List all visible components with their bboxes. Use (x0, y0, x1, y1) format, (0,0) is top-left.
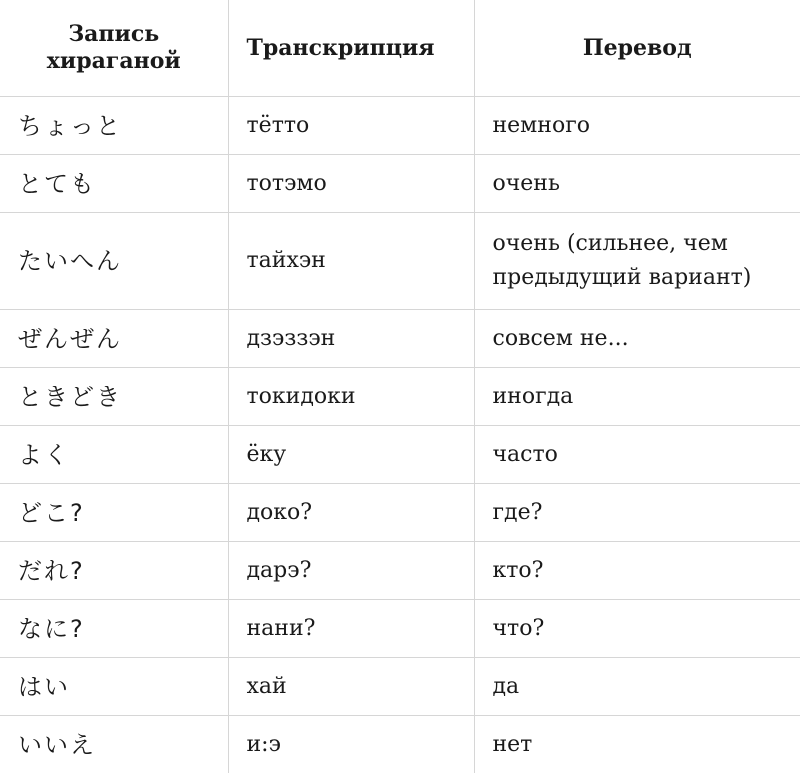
cell-transcription: дарэ? (228, 542, 474, 600)
cell-transcription: доко? (228, 484, 474, 542)
table-row (0, 155, 800, 213)
cell-transcription: хай (228, 658, 474, 716)
table-row (0, 600, 800, 658)
cell-transcription: тотэмо (228, 155, 474, 213)
cell-translation: что? (474, 600, 800, 658)
cell-transcription: нани? (228, 600, 474, 658)
cell-hiragana: ときどき (0, 368, 228, 426)
cell-hiragana: ぜんぜん (0, 310, 228, 368)
header-hiragana-line1: Запись (68, 21, 159, 47)
cell-translation: очень (сильнее, чем предыдущий вариант) (474, 213, 800, 310)
cell-translation: очень (474, 155, 800, 213)
cell-hiragana: よく (0, 426, 228, 484)
cell-hiragana: いいえ (0, 716, 228, 773)
table-row (0, 368, 800, 426)
cell-translation: немного (474, 97, 800, 155)
cell-transcription: дзэззэн (228, 310, 474, 368)
cell-hiragana: だれ? (0, 542, 228, 600)
header-transcription: Транскрипция (228, 0, 474, 97)
cell-translation: да (474, 658, 800, 716)
cell-transcription: и:э (228, 716, 474, 773)
header-translation: Перевод (474, 0, 800, 97)
cell-hiragana: とても (0, 155, 228, 213)
table-row (0, 658, 800, 716)
cell-translation: часто (474, 426, 800, 484)
cell-translation: совсем не... (474, 310, 800, 368)
cell-hiragana: どこ? (0, 484, 228, 542)
cell-hiragana: はい (0, 658, 228, 716)
cell-transcription: тётто (228, 97, 474, 155)
table-row (0, 484, 800, 542)
table-row (0, 426, 800, 484)
header-hiragana-line2: хираганой (47, 48, 181, 74)
table-header-row (0, 0, 800, 97)
cell-transcription: ёку (228, 426, 474, 484)
table-row (0, 542, 800, 600)
table-row (0, 310, 800, 368)
cell-translation: нет (474, 716, 800, 773)
table-row (0, 97, 800, 155)
table-row (0, 716, 800, 773)
table-row (0, 213, 800, 310)
cell-translation: кто? (474, 542, 800, 600)
cell-translation: иногда (474, 368, 800, 426)
cell-transcription: токидоки (228, 368, 474, 426)
cell-translation: где? (474, 484, 800, 542)
cell-hiragana: たいへん (0, 213, 228, 310)
header-hiragana (0, 0, 228, 97)
cell-transcription: тайхэн (228, 213, 474, 310)
cell-hiragana: なに? (0, 600, 228, 658)
cell-hiragana: ちょっと (0, 97, 228, 155)
